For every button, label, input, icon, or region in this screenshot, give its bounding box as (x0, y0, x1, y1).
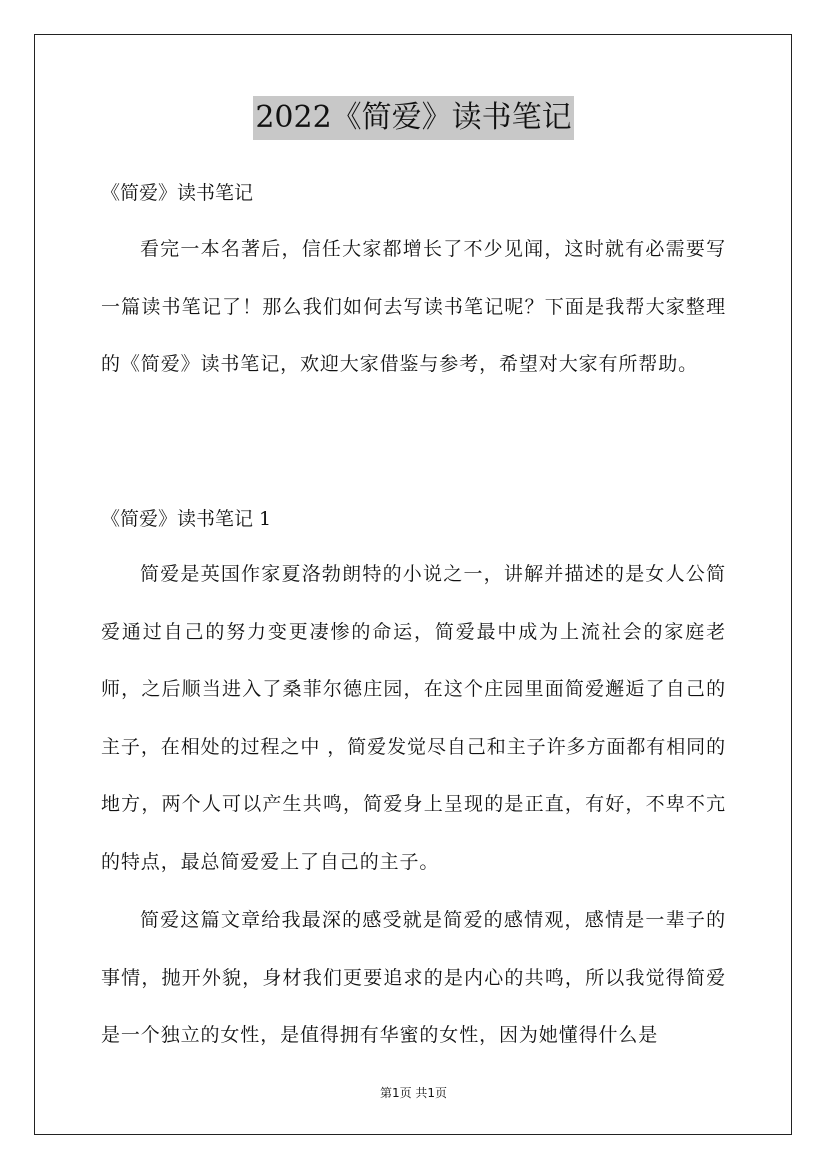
intro-paragraph: 看完一本名著后，信任大家都增长了不少见闻，这时就有必需要写一篇读书笔记了！那么我们如何去写读书笔记呢？下面是我帮大家整理的《简爱》读书笔记，欢迎大家借鉴与参考，希望对大家有所帮助。 (101, 238, 726, 375)
document-body (101, 96, 726, 1046)
section-1-paragraph-1: 简爱是英国作家夏洛勃朗特的小说之一，讲解并描述的是女人公简爱通过自己的努力变更凄惨的命运，简爱最中成为上流社会的家庭老师，之后顺当进入了桑菲尔德庄园，在这个庄园里面简爱邂逅了自己的主子，在相处的过程之中 ，简爱发觉尽自己和主子许多方面都有相同的地方，两个人可以产生共鸣，简爱身上呈现的是正直，有好，不卑不亢的特点，最总简爱爱上了自己的主子。 (101, 563, 726, 873)
title-wrap (101, 96, 726, 146)
intro-heading: 《简爱》读书笔记 (101, 182, 254, 204)
section-heading-1: 《简爱》读书笔记 1 (101, 508, 272, 530)
page-footer: 第1页 共1页 (379, 1086, 448, 1100)
section-1-paragraph-2: 简爱这篇文章给我最深的感受就是简爱的感情观，感情是一辈子的事情，抛开外貌，身材我们更要追求的是内心的共鸣，所以我觉得简爱是一个独立的女性，是值得拥有华蜜的女性，因为她懂得什么是 (101, 909, 726, 1046)
document-title: 2022《简爱》读书笔记 (253, 96, 573, 140)
